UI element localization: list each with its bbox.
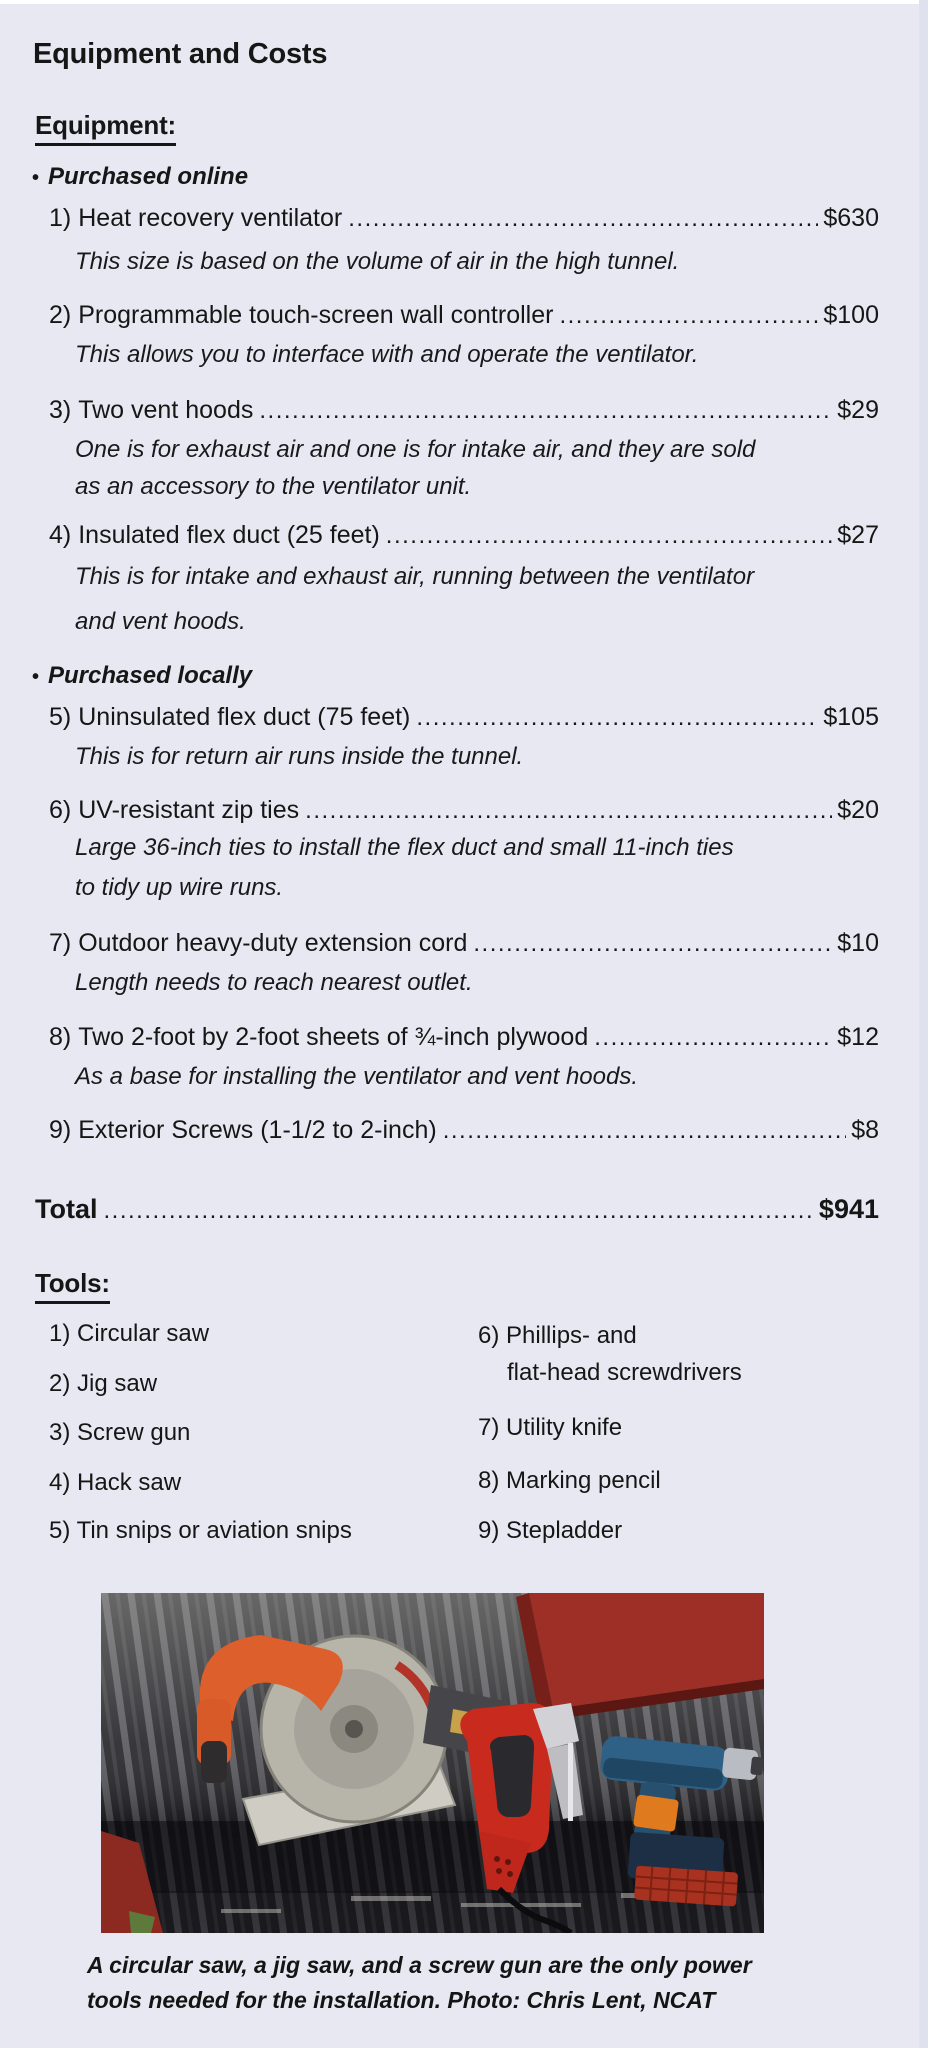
dots-leader — [305, 795, 832, 826]
tools-photo-illustration — [101, 1593, 764, 1933]
tool-item: 2) Jig saw — [49, 1370, 158, 1397]
dots-leader — [443, 1115, 847, 1146]
tool-item-line1: 6) Phillips- and — [478, 1322, 637, 1349]
right-edge-shade — [919, 0, 928, 2048]
item-note: and vent hoods. — [75, 608, 246, 635]
item-price: $27 — [837, 521, 879, 549]
item-label: Uninsulated flex duct (75 feet) — [78, 703, 411, 731]
dots-leader — [386, 520, 832, 551]
item-note: This is for return air runs inside the tunnel. — [75, 743, 524, 770]
item-note: Length needs to reach nearest outlet. — [75, 969, 473, 996]
item-price: $20 — [837, 796, 879, 824]
equipment-item-row — [49, 702, 879, 733]
total-price: $941 — [818, 1194, 879, 1224]
equipment-item-row — [49, 395, 879, 426]
tool-item — [478, 1317, 742, 1391]
purchase-group-locally — [32, 662, 252, 690]
item-note: This size is based on the volume of air in the high tunnel. — [75, 248, 680, 275]
dots-leader — [473, 928, 832, 959]
total-label: Total — [35, 1194, 98, 1224]
item-price: $10 — [837, 929, 879, 957]
dots-leader — [416, 702, 818, 733]
item-price: $8 — [851, 1116, 879, 1144]
item-note: Large 36-inch ties to install the flex duct and small 11-inch ties — [75, 834, 734, 861]
tool-item: 1) Circular saw — [49, 1320, 210, 1347]
tool-item: 9) Stepladder — [478, 1517, 623, 1544]
dots-leader — [259, 395, 832, 426]
equipment-item-row — [49, 1022, 879, 1053]
equipment-heading: Equipment: — [35, 110, 176, 146]
equipment-item-row — [49, 795, 879, 826]
tool-item: 5) Tin snips or aviation snips — [49, 1517, 352, 1544]
item-label: Outdoor heavy-duty extension cord — [78, 929, 468, 957]
item-number: 5) — [49, 703, 72, 731]
item-note: This is for intake and exhaust air, running between the ventilator — [75, 563, 755, 590]
item-number: 9) — [49, 1116, 72, 1144]
tool-item: 4) Hack saw — [49, 1469, 182, 1496]
item-note: as an accessory to the ventilator unit. — [75, 473, 472, 500]
item-number: 8) — [49, 1023, 72, 1051]
tool-item-line2: flat-head screwdrivers — [507, 1359, 742, 1386]
tool-item: 3) Screw gun — [49, 1419, 191, 1446]
photo-caption — [87, 1948, 752, 2018]
item-note: One is for exhaust air and one is for intake air, and they are sold — [75, 436, 756, 463]
top-border — [0, 0, 928, 4]
bullet-icon: • — [32, 167, 40, 189]
item-label: Two 2-foot by 2-foot sheets of ¾-inch plywood — [78, 1023, 589, 1051]
purchase-group-label: Purchased online — [48, 163, 249, 190]
item-number: 3) — [49, 396, 72, 424]
item-note: As a base for installing the ventilator and vent hoods. — [75, 1063, 639, 1090]
purchase-group-label: Purchased locally — [48, 662, 253, 689]
item-label: Insulated flex duct (25 feet) — [78, 521, 380, 549]
item-note: to tidy up wire runs. — [75, 874, 284, 901]
total-row — [35, 1194, 879, 1226]
item-number: 7) — [49, 929, 72, 957]
equipment-item-row — [49, 520, 879, 551]
tool-item: 8) Marking pencil — [478, 1467, 661, 1494]
dots-leader — [559, 300, 818, 331]
tools-heading: Tools: — [35, 1268, 110, 1304]
photo-caption-line2: tools needed for the installation. Photo: Chris Lent, NCAT — [87, 1987, 716, 2013]
bullet-icon: • — [32, 666, 40, 688]
page-title: Equipment and Costs — [33, 38, 328, 70]
photo-caption-line1: A circular saw, a jig saw, and a screw gun are the only power — [87, 1952, 752, 1978]
item-number: 6) — [49, 796, 72, 824]
item-label: Programmable touch-screen wall controller — [78, 301, 554, 329]
item-label: Heat recovery ventilator — [78, 204, 343, 232]
item-price: $105 — [823, 703, 879, 731]
equipment-item-row — [49, 928, 879, 959]
dots-leader — [594, 1022, 832, 1053]
equipment-item-row — [49, 203, 879, 234]
item-number: 2) — [49, 301, 72, 329]
dots-leader — [348, 203, 818, 234]
tools-photo — [101, 1593, 764, 1933]
equipment-item-row — [49, 1115, 879, 1146]
dots-leader — [104, 1194, 814, 1226]
item-label: UV-resistant zip ties — [78, 796, 300, 824]
tool-item: 7) Utility knife — [478, 1414, 623, 1441]
item-number: 4) — [49, 521, 72, 549]
item-price: $29 — [837, 396, 879, 424]
item-price: $100 — [823, 301, 879, 329]
item-label: Two vent hoods — [78, 396, 254, 424]
item-price: $630 — [823, 204, 879, 232]
item-note: This allows you to interface with and operate the ventilator. — [75, 341, 699, 368]
item-number: 1) — [49, 204, 72, 232]
equipment-item-row — [49, 300, 879, 331]
item-price: $12 — [837, 1023, 879, 1051]
purchase-group-online — [32, 163, 248, 191]
item-label: Exterior Screws (1-1/2 to 2-inch) — [78, 1116, 437, 1144]
